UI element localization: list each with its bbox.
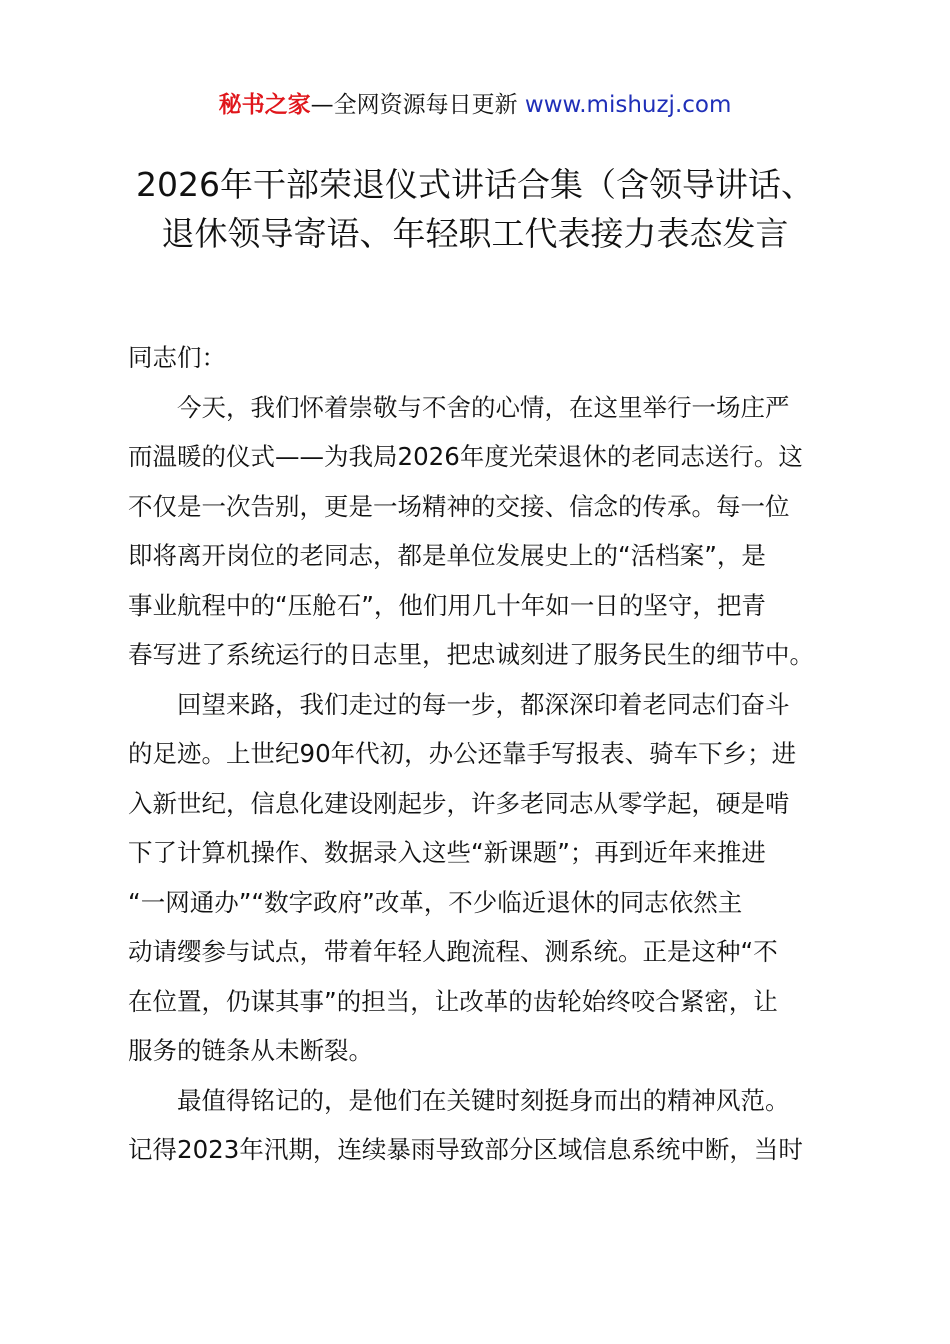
salutation: 同志们： [128,343,226,372]
document-title [60,160,890,258]
body-line: 入新世纪，信息化建设刚起步，许多老同志从零学起，硬是啃 [128,788,790,818]
title-line: 退休领导寄语、年轻职工代表接力表态发言 [161,214,789,253]
body-line: 最值得铭记的，是他们在关键时刻挺身而出的精神风范。 [177,1085,790,1115]
body-line: 今天，我们怀着崇敬与不舍的心情，在这里举行一场庄严 [177,392,790,422]
document-body [128,333,838,1175]
body-line: 回望来路，我们走过的每一步，都深深印着老同志们奋斗 [177,689,790,719]
site-header [0,88,950,122]
body-line: 春写进了系统运行的日志里，把忠诚刻进了服务民生的细节中。 [128,640,814,669]
body-line: “一网通办”“数字政府”改革，不少临近退休的同志依然主 [128,887,743,917]
body-line: 的足迹。上世纪90年代初，办公还靠手写报表、骑车下乡；进 [128,739,797,768]
site-brand: 秘书之家 [218,92,311,118]
body-line: 记得2023年汛期，连续暴雨导致部分区域信息系统中断，当时 [128,1135,803,1164]
title-line: 2026年干部荣退仪式讲话合集（含领导讲话、 [136,165,814,204]
body-line: 服务的链条从未断裂。 [128,1036,373,1065]
body-line: 而温暖的仪式——为我局2026年度光荣退休的老同志送行。这 [128,442,803,471]
body-line: 即将离开岗位的老同志，都是单位发展史上的“活档案”，是 [128,541,766,570]
site-tagline: —全网资源每日更新 [310,92,525,118]
body-line: 事业航程中的“压舱石”，他们用几十年如一日的坚守，把青 [128,590,766,620]
site-url-link[interactable]: www.mishuzj.com [524,92,732,118]
body-line: 下了计算机操作、数据录入这些“新课题”；再到近年来推进 [128,838,766,867]
body-line: 动请缨参与试点，带着年轻人跑流程、测系统。正是这种“不 [128,937,778,966]
body-line: 在位置，仍谋其事”的担当，让改革的齿轮始终咬合紧密，让 [128,986,778,1016]
body-line: 不仅是一次告别，更是一场精神的交接、信念的传承。每一位 [128,491,790,521]
